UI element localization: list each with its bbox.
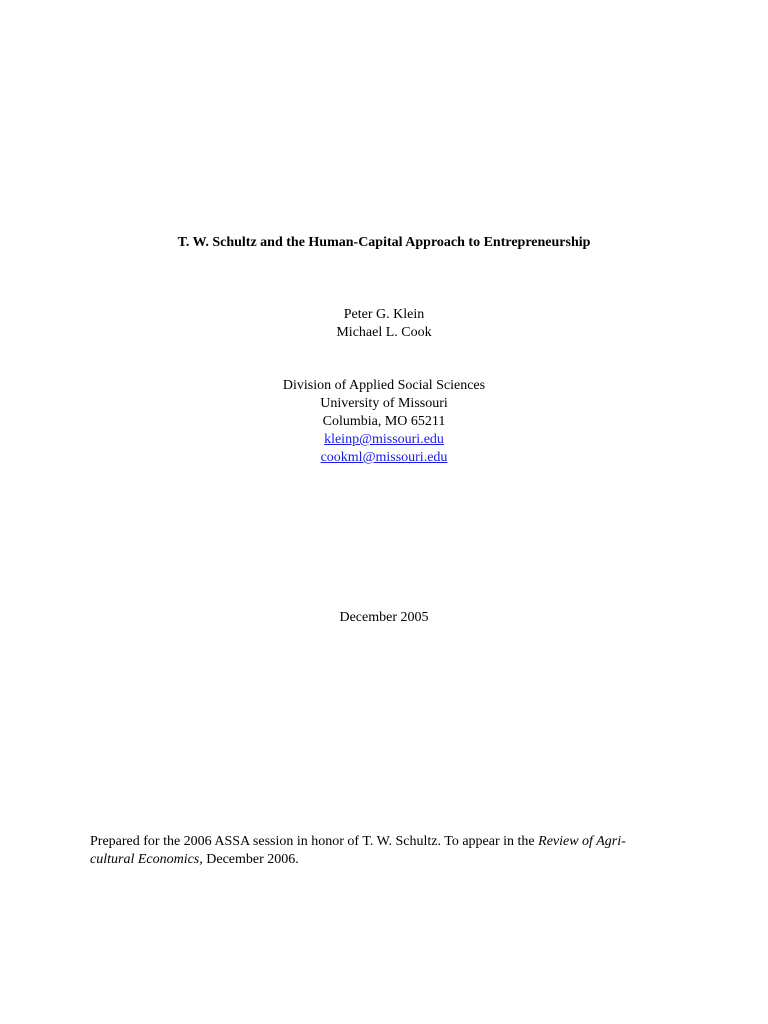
paper-title: T. W. Schultz and the Human-Capital Approach to Entrepreneurship [177, 235, 591, 250]
publication-date [0, 609, 768, 627]
city-state-zip: Columbia, MO 65211 [322, 414, 446, 429]
author-name: Peter G. Klein [343, 307, 425, 322]
email-line [0, 449, 768, 467]
affiliation-block [0, 377, 768, 467]
author-name: Michael L. Cook [336, 325, 432, 340]
note-text-end: December 2006. [202, 852, 299, 867]
date-text: December 2005 [339, 610, 429, 625]
journal-name: Review of Agri- [538, 834, 626, 849]
email-line [0, 431, 768, 449]
author-list [0, 306, 768, 342]
university-name: University of Missouri [320, 396, 448, 411]
journal-name-continued: cultural Economics, [90, 852, 203, 867]
email-link-klein[interactable]: kleinp@missouri.edu [324, 432, 444, 447]
department-name: Division of Applied Social Sciences [282, 378, 486, 393]
preparation-note [90, 833, 680, 869]
email-link-cook[interactable]: cookml@missouri.edu [320, 450, 448, 465]
note-text: Prepared for the 2006 ASSA session in honor of T. W. Schultz. To appear in the [90, 834, 539, 849]
